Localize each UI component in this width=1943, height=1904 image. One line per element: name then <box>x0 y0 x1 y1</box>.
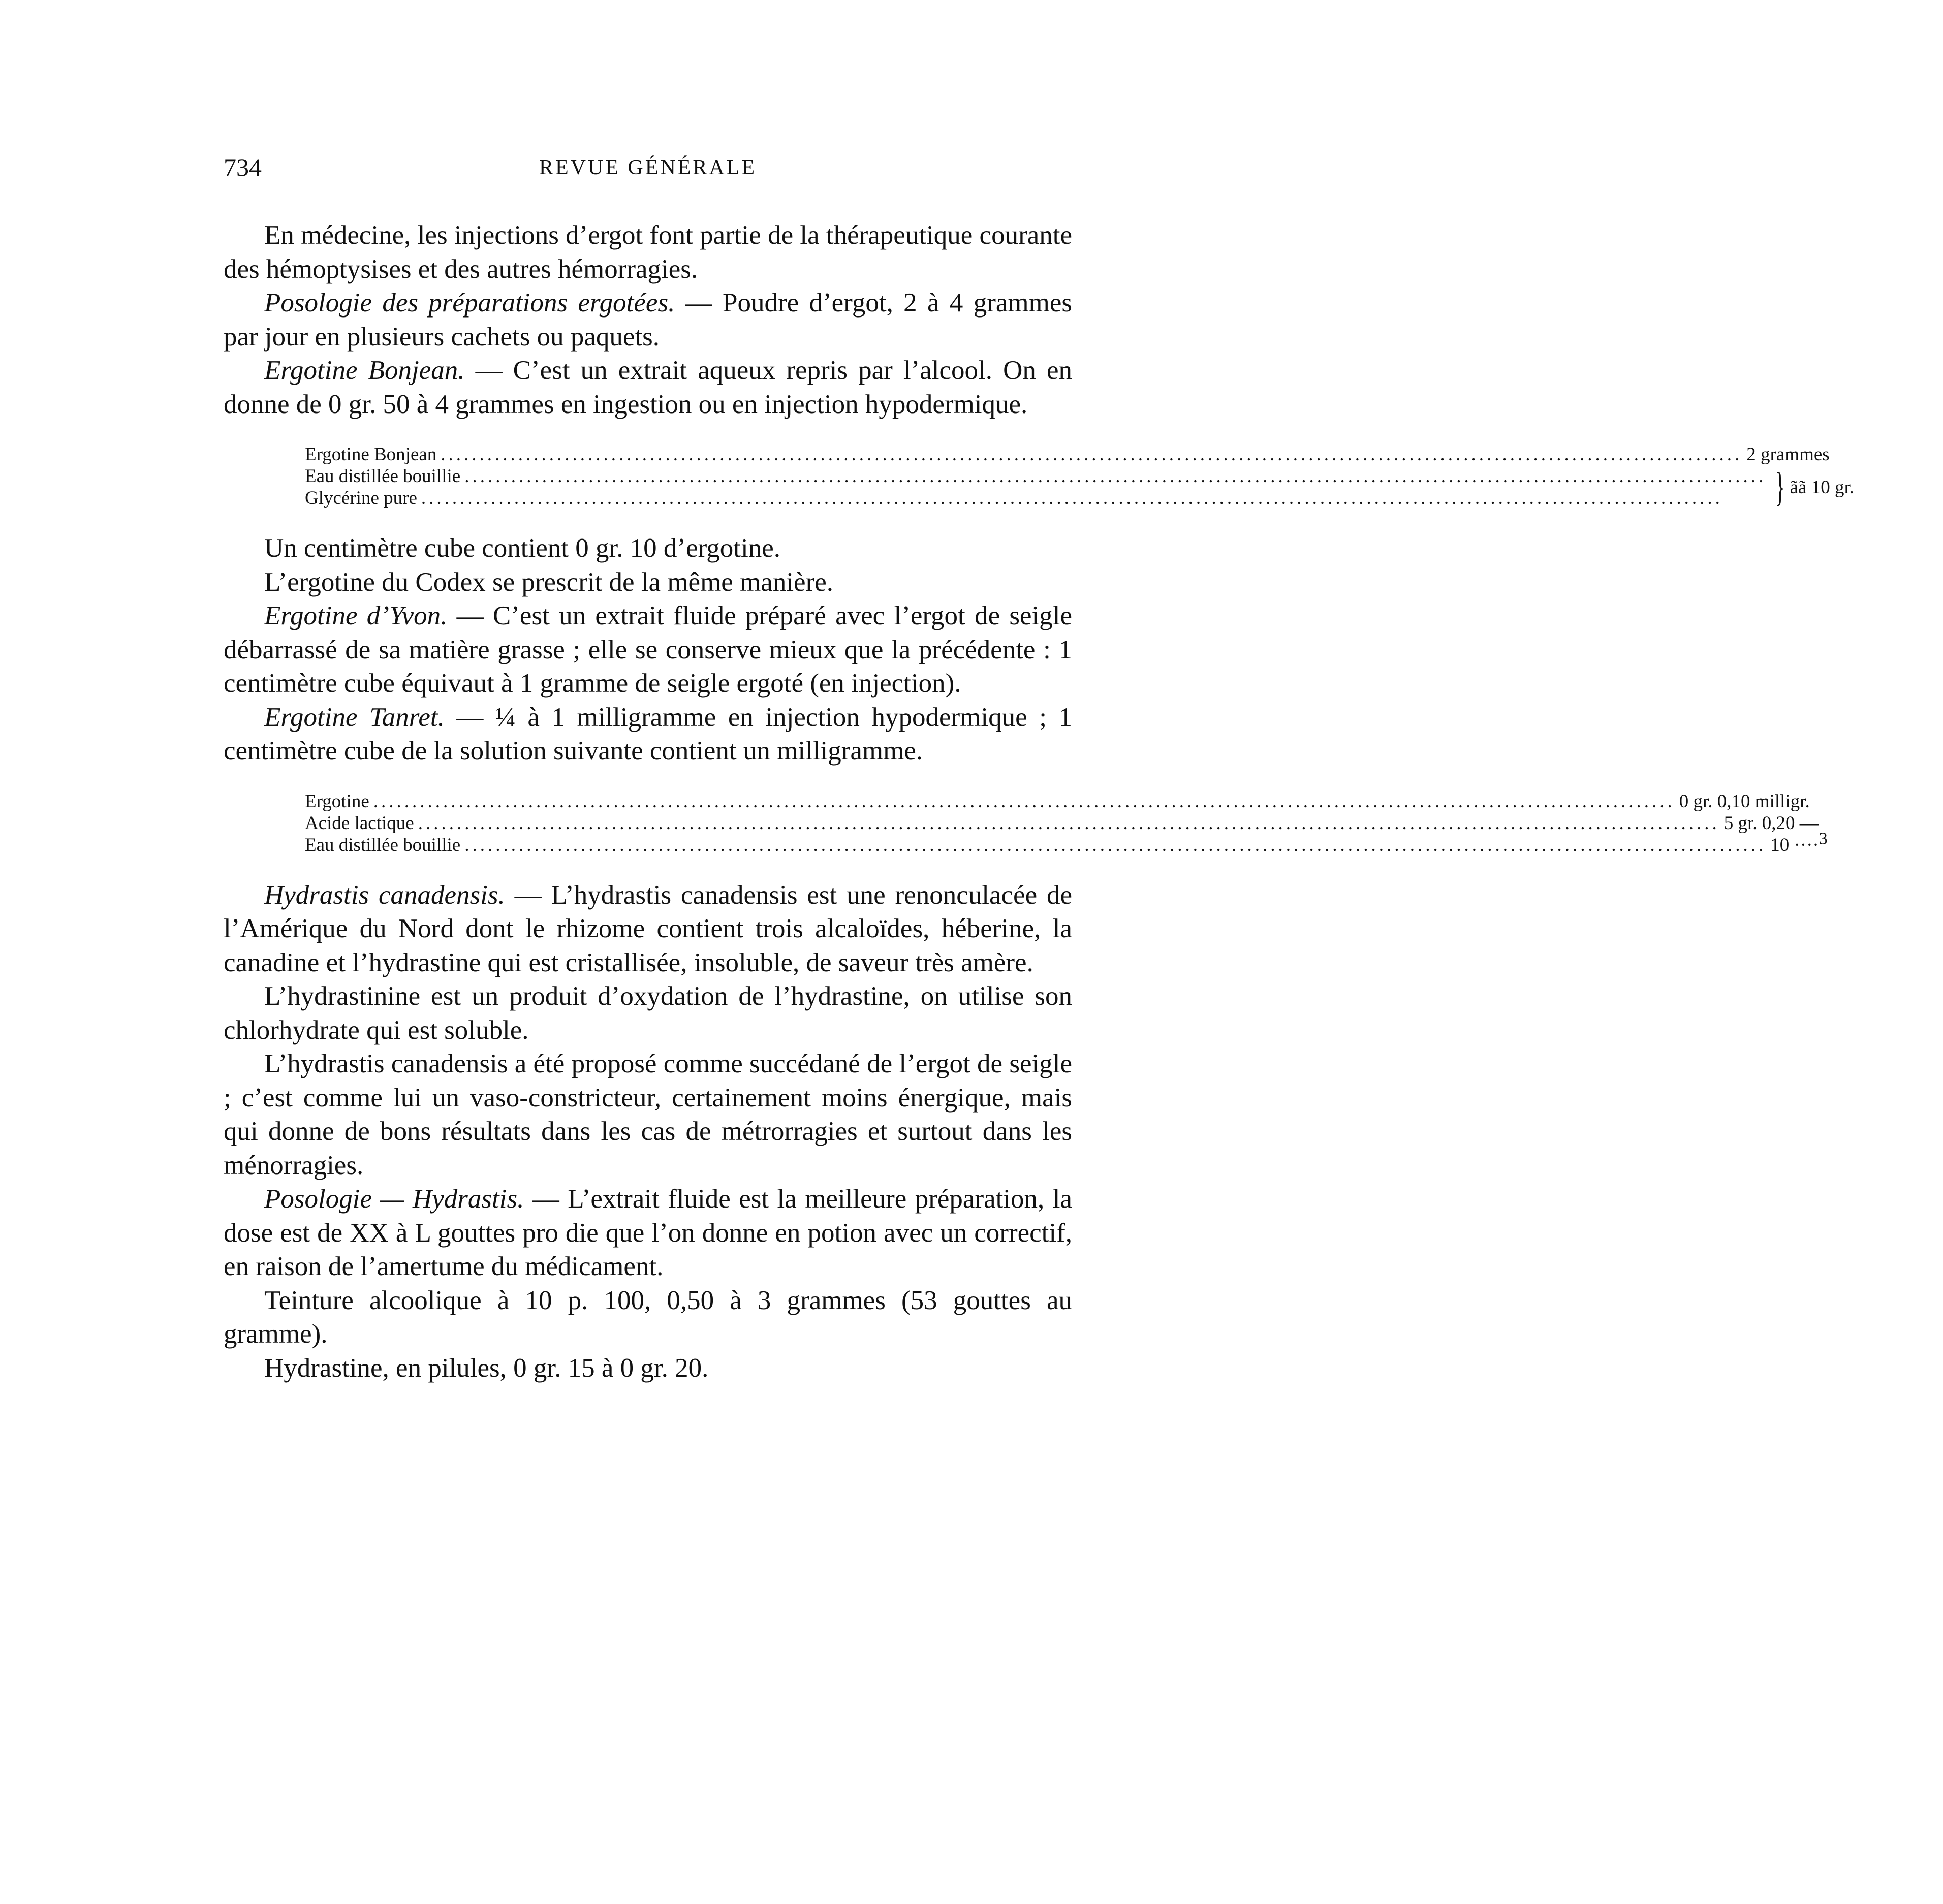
paragraph-text: — C’est un extrait fluide préparé avec l’ergot de seigle débarrassé de sa matière grasse ; elle se conserve mieux que la précédente : 1 centimètre cube équivaut à 1 gramme de seigle ergoté (en injection). <box>224 601 1073 698</box>
leader-dots <box>373 790 1675 812</box>
recipe-row <box>305 829 1828 856</box>
section-title: Posologie — Hydrastis. <box>264 1184 524 1214</box>
paragraph-text: — L’hydrastis canadensis est une renonculacée de l’Amérique du Nord dont le rhizome contient trois alcaloïdes, héberine, la canadine et l’hydrastine qui est cristallisée, insoluble, de saveur très amère. <box>224 880 1072 977</box>
leader-dots <box>418 812 1720 834</box>
leader-dots <box>421 487 1766 509</box>
recipe-ergotine-tanret <box>305 790 1828 856</box>
paragraph-text: L’hydrastis canadensis a été proposé comme succédané de l’ergot de seigle ; c’est comme lui un vaso-constricteur, certainement moins énergique, mais qui donne de bons résultats dans les cas de métrorragies et surtout dans les ménorragies. <box>224 1049 1072 1180</box>
section-title: Ergotine Bonjean. <box>264 356 465 385</box>
paragraph <box>224 354 1072 421</box>
ingredient: Ergotine <box>305 790 369 812</box>
page-header <box>224 152 1072 183</box>
ingredient: Glycérine pure <box>305 488 417 509</box>
paragraph-text: — C’est un extrait aqueux repris par l’alcool. On en donne de 0 gr. 50 à 4 grammes en ingestion ou en injection hypodermique. <box>224 356 1072 419</box>
paragraph <box>224 878 1072 980</box>
running-title: REVUE GÉNÉRALE <box>539 156 757 179</box>
quantity: 2 grammes <box>1746 444 1830 465</box>
paragraph <box>224 565 1072 599</box>
paragraph-text: L’ergotine du Codex se prescrit de la même manière. <box>264 567 833 597</box>
quantity: 0 gr. 0,10 milligr. <box>1679 790 1810 812</box>
section-title: Hydrastis canadensis. <box>264 880 505 910</box>
quantity <box>1770 829 1943 856</box>
paragraph-text: Hydrastine, en pilules, 0 gr. 15 à 0 gr. 20. <box>264 1353 709 1383</box>
recipe-row <box>305 465 1770 487</box>
ingredient: Ergotine Bonjean <box>305 444 437 465</box>
recipe-brace-group <box>305 465 1854 510</box>
ingredient: Eau distillée bouillie <box>305 834 461 855</box>
paragraph <box>224 531 1072 565</box>
recipe-row <box>305 443 1830 465</box>
paragraph-text: L’hydrastinine est un produit d’oxydation de l’hydrastine, on utilise son chlorhydrate qui est soluble. <box>224 981 1072 1045</box>
paragraph-text: Un centimètre cube contient 0 gr. 10 d’ergotine. <box>264 533 781 563</box>
leader-dots <box>464 834 1766 856</box>
ingredient: Eau distillée bouillie <box>305 466 461 487</box>
section-title: Posologie des préparations ergotées. <box>264 288 675 318</box>
paragraph <box>224 979 1072 1047</box>
paragraph <box>224 1182 1072 1284</box>
paragraph-text: — ¼ à 1 milligramme en injection hypodermique ; 1 centimètre cube de la solution suivante contient un milligramme. <box>224 702 1072 766</box>
recipe-row <box>305 812 1819 834</box>
right-brace: } <box>1775 465 1785 510</box>
page-number: 734 <box>224 153 262 181</box>
paragraph-text: Teinture alcoolique à 10 p. 100, 0,50 à 3 grammes (53 gouttes au gramme). <box>224 1285 1072 1349</box>
section-title: Ergotine d’Yvon. <box>264 601 448 630</box>
shared-quantity: ãã 10 gr. <box>1790 477 1854 498</box>
leader-dots <box>441 443 1742 465</box>
paragraph <box>224 1351 1072 1385</box>
paragraph <box>224 599 1072 701</box>
quantity: 5 gr. 0,20 — <box>1723 812 1819 834</box>
paragraph <box>224 1284 1072 1351</box>
paragraph <box>224 1047 1072 1182</box>
recipe-ergotine-bonjean <box>305 443 1854 510</box>
paragraph <box>224 286 1072 354</box>
recipe-row <box>305 790 1810 812</box>
paragraph <box>224 701 1072 768</box>
ingredient: Acide lactique <box>305 812 414 834</box>
paragraph <box>224 218 1072 286</box>
quantity-value: 10 ···· <box>1770 834 1819 855</box>
quantity-exponent: 3 <box>1819 829 1828 848</box>
leader-dots <box>464 465 1766 487</box>
section-title: Ergotine Tanret. <box>264 702 445 732</box>
body-text <box>224 218 1854 1385</box>
paragraph-text: — Poudre d’ergot, 2 à 4 grammes par jour en plusieurs cachets ou paquets. <box>224 288 1072 352</box>
paragraph-text: — L’extrait fluide est la meilleure préparation, la dose est de XX à L gouttes pro die que l’on donne en potion avec un correctif, en raison de l’amertume du médicament. <box>224 1184 1072 1281</box>
recipe-row <box>305 487 1770 509</box>
paragraph-text: En médecine, les injections d’ergot font partie de la thérapeutique courante des hémoptysises et des autres hémorragies. <box>224 220 1072 284</box>
